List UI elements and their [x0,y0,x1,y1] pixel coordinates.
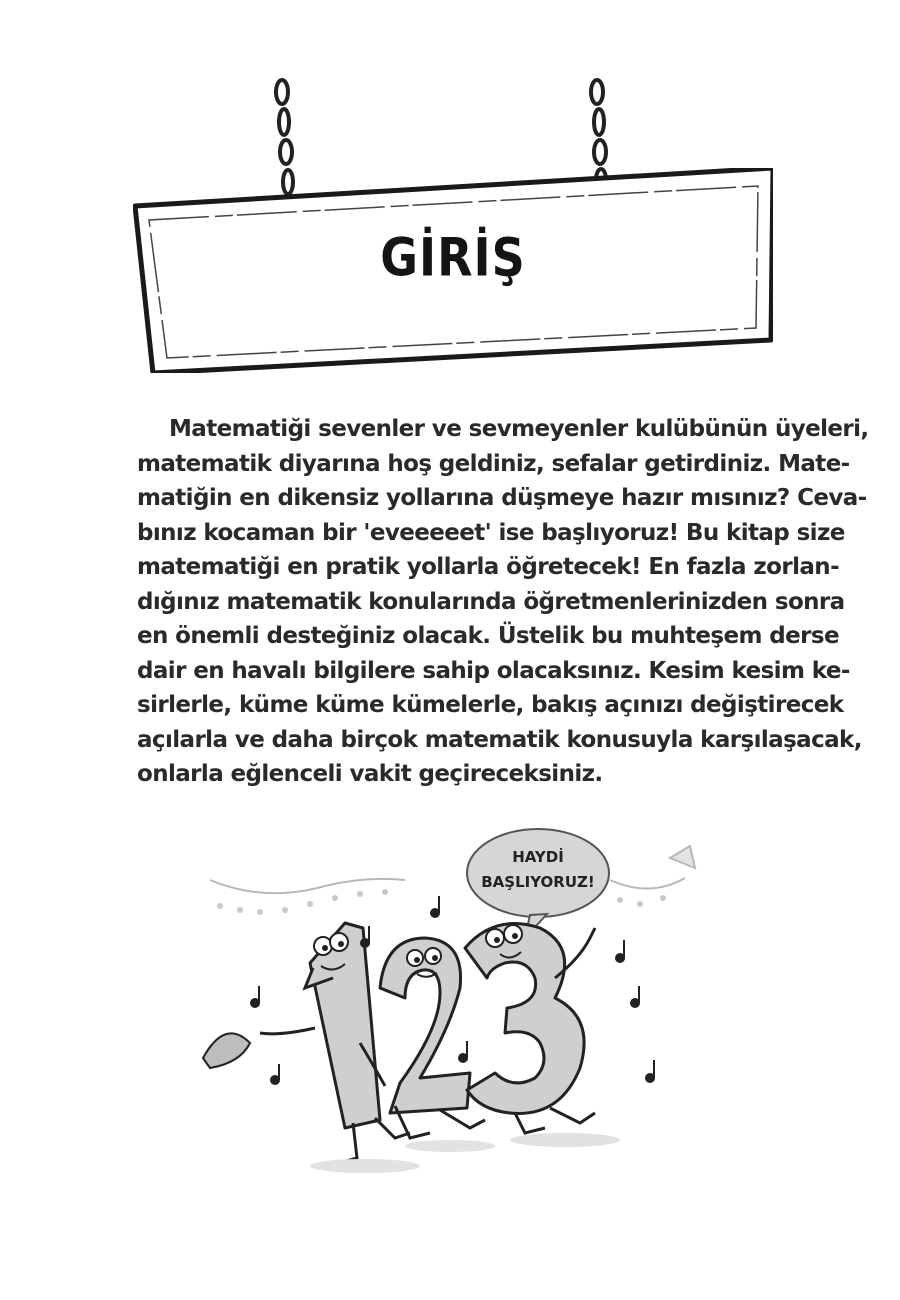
speech-bubble-line: BAŞLIYORUZ! [481,873,595,891]
page-title: GİRİŞ [380,225,526,289]
dancing-numbers-illustration [195,828,705,1178]
intro-paragraph [137,412,869,792]
number-three-character [465,924,595,1134]
speech-bubble-line: HAYDİ [512,848,564,866]
paragraph-line: matematiği en pratik yollarla öğretecek! En fazla zorlan- [137,554,840,580]
paragraph-line: Matematiği sevenler ve sevmeyenler kulübünün üyeleri, [169,416,869,442]
paragraph-line: matiğin en dikensiz yollarına düşmeye hazır mısınız? Ceva- [137,485,867,511]
paragraph-line: sirlerle, küme küme kümelerle, bakış açınızı değiştirecek [137,692,844,718]
paragraph-line: en önemli desteğiniz olacak. Üstelik bu muhteşem derse [137,623,839,649]
speech-bubble-text [468,845,608,895]
paragraph-line: matematik diyarına hoş geldiniz, sefalar getirdiniz. Mate- [137,450,850,477]
hanging-sign [133,168,773,368]
garland-decoration [210,846,695,893]
paragraph-line: dair en havalı bilgilere sahip olacaksınız. Kesim kesim ke- [137,657,850,684]
paragraph-line: onlarla eğlenceli vakit geçireceksiniz. [137,761,603,787]
paragraph-line: bınız kocaman bir 'eveeeeet' ise başlıyoruz! Bu kitap size [137,519,845,546]
paragraph-line: açılarla ve daha birçok matematik konusuyla karşılaşacak, [137,726,862,753]
number-two-character [380,938,485,1138]
paragraph-line: dığınız matematik konularında öğretmenlerinizden sonra [137,588,845,615]
number-one-character [203,923,410,1163]
